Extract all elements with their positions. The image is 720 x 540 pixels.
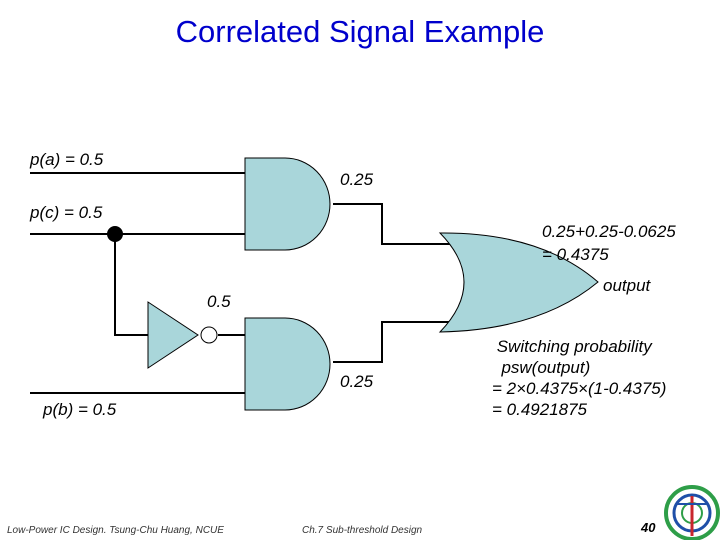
footer-left: Low-Power IC Design. Tsung-Chu Huang, NCUE	[7, 525, 224, 536]
inverter-gate	[148, 302, 198, 368]
and-gate-bottom	[245, 318, 330, 410]
label-pc: p(c) = 0.5	[30, 203, 103, 222]
and-gate-top	[245, 158, 330, 250]
label-pb: p(b) = 0.5	[43, 400, 117, 419]
label-and-top-output: 0.25	[340, 170, 374, 189]
label-pa: p(a) = 0.5	[30, 150, 104, 169]
page-number: 40	[641, 520, 656, 535]
label-or-result: = 0.4375	[542, 245, 609, 264]
switching-probability-text: Switching probability psw(output) = 2×0.4375×(1-0.4375) = 0.4921875	[492, 337, 667, 419]
footer-center: Ch.7 Sub-threshold Design	[302, 525, 423, 536]
wire-and-top-out	[333, 204, 462, 244]
ncue-logo-icon	[666, 487, 718, 539]
slide-title: Correlated Signal Example	[175, 14, 545, 49]
label-output: output	[603, 276, 651, 295]
label-and-bottom-output: 0.25	[340, 372, 374, 391]
inverter-bubble	[201, 327, 217, 343]
junction-dot	[107, 226, 123, 242]
wire-and-bottom-out	[333, 322, 462, 362]
wire-c-to-inverter	[115, 234, 148, 335]
label-inverter-output: 0.5	[207, 292, 231, 311]
label-or-formula: 0.25+0.25-0.0625	[542, 222, 676, 241]
